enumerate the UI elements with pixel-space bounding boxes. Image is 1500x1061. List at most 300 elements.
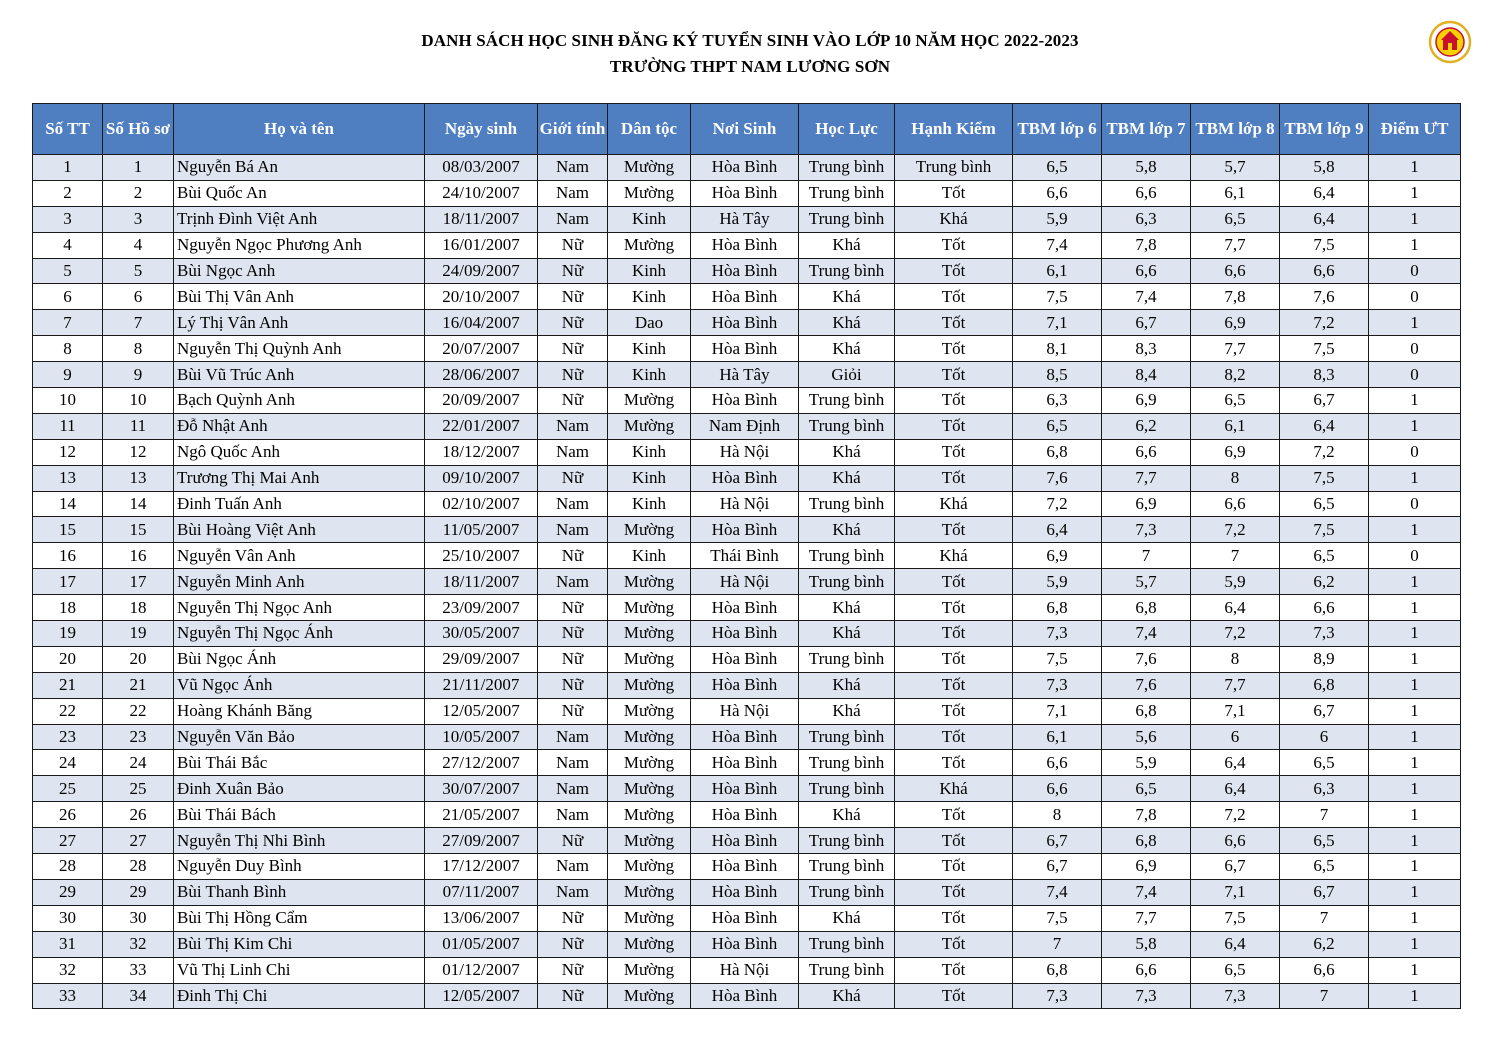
col-gioi-tinh-cell: Nữ — [538, 465, 608, 491]
col-so-ho-so-cell: 18 — [103, 595, 174, 621]
col-so-ho-so-cell: 26 — [103, 802, 174, 828]
col-hoc-luc-cell: Khá — [799, 802, 895, 828]
col-hanh-kiem-cell: Tốt — [895, 698, 1013, 724]
col-ho-ten-cell: Nguyễn Thị Nhi Bình — [174, 828, 425, 854]
col-hoc-luc-cell: Trung bình — [799, 206, 895, 232]
col-hoc-luc-header: Học Lực — [799, 104, 895, 155]
col-tbm-7-cell: 5,8 — [1102, 931, 1191, 957]
col-hoc-luc-cell: Khá — [799, 517, 895, 543]
col-tbm-6-cell: 8,5 — [1013, 362, 1102, 388]
col-diem-ut-cell: 1 — [1369, 595, 1461, 621]
col-hoc-luc-cell: Trung bình — [799, 724, 895, 750]
col-gioi-tinh-cell: Nữ — [538, 258, 608, 284]
col-ho-ten-cell: Bùi Hoàng Việt Anh — [174, 517, 425, 543]
col-diem-ut-cell: 1 — [1369, 155, 1461, 181]
col-gioi-tinh-cell: Nữ — [538, 957, 608, 983]
col-noi-sinh-cell: Hòa Bình — [691, 672, 799, 698]
col-diem-ut-cell: 0 — [1369, 543, 1461, 569]
col-diem-ut-cell: 1 — [1369, 621, 1461, 647]
col-tbm-6-cell: 6,8 — [1013, 957, 1102, 983]
col-noi-sinh-cell: Hòa Bình — [691, 828, 799, 854]
col-ho-ten-cell: Vũ Thị Linh Chi — [174, 957, 425, 983]
col-gioi-tinh-cell: Nữ — [538, 828, 608, 854]
col-dan-toc-cell: Mường — [608, 517, 691, 543]
col-diem-ut-cell: 1 — [1369, 983, 1461, 1009]
col-tbm-7-cell: 7 — [1102, 543, 1191, 569]
col-ho-ten-cell: Nguyễn Duy Bình — [174, 854, 425, 880]
col-hoc-luc-cell: Khá — [799, 439, 895, 465]
col-so-ho-so-cell: 2 — [103, 180, 174, 206]
col-hoc-luc-cell: Trung bình — [799, 155, 895, 181]
col-ngay-sinh-cell: 20/10/2007 — [425, 284, 538, 310]
col-so-ho-so-cell: 7 — [103, 310, 174, 336]
col-tbm-6-cell: 7,3 — [1013, 983, 1102, 1009]
col-tbm-8-cell: 7,2 — [1191, 802, 1280, 828]
col-tbm-7-cell: 6,9 — [1102, 388, 1191, 414]
col-noi-sinh-cell: Hòa Bình — [691, 310, 799, 336]
col-hoc-luc-cell: Khá — [799, 310, 895, 336]
col-tbm-7-cell: 7,7 — [1102, 905, 1191, 931]
col-ho-ten-cell: Ngô Quốc Anh — [174, 439, 425, 465]
col-tbm-6-cell: 7,4 — [1013, 879, 1102, 905]
table-row — [33, 491, 1461, 517]
title-block — [0, 28, 1500, 80]
col-diem-ut-cell: 1 — [1369, 180, 1461, 206]
col-hoc-luc-cell: Trung bình — [799, 180, 895, 206]
col-tbm-6-cell: 5,9 — [1013, 569, 1102, 595]
col-stt-cell: 4 — [33, 232, 103, 258]
col-noi-sinh-cell: Hà Nội — [691, 698, 799, 724]
col-noi-sinh-cell: Hà Nội — [691, 491, 799, 517]
col-stt-cell: 16 — [33, 543, 103, 569]
table-row — [33, 595, 1461, 621]
col-ngay-sinh-cell: 08/03/2007 — [425, 155, 538, 181]
col-tbm-6-cell: 7 — [1013, 931, 1102, 957]
col-stt-cell: 20 — [33, 646, 103, 672]
col-ho-ten-cell: Bùi Thị Kim Chi — [174, 931, 425, 957]
col-hanh-kiem-cell: Trung bình — [895, 155, 1013, 181]
col-tbm-7-cell: 6,5 — [1102, 776, 1191, 802]
col-tbm-6-cell: 6,6 — [1013, 180, 1102, 206]
col-hoc-luc-cell: Trung bình — [799, 931, 895, 957]
col-hanh-kiem-cell: Tốt — [895, 388, 1013, 414]
col-so-ho-so-cell: 1 — [103, 155, 174, 181]
col-tbm-6-cell: 7,2 — [1013, 491, 1102, 517]
col-hoc-luc-cell: Khá — [799, 595, 895, 621]
col-tbm-6-cell: 6,5 — [1013, 155, 1102, 181]
col-ngay-sinh-cell: 10/05/2007 — [425, 724, 538, 750]
table-row — [33, 854, 1461, 880]
col-tbm-7-cell: 7,7 — [1102, 465, 1191, 491]
col-stt-cell: 13 — [33, 465, 103, 491]
col-ho-ten-cell: Nguyễn Vân Anh — [174, 543, 425, 569]
col-so-ho-so-cell: 13 — [103, 465, 174, 491]
col-ngay-sinh-cell: 29/09/2007 — [425, 646, 538, 672]
col-tbm-9-cell: 6 — [1280, 724, 1369, 750]
col-so-ho-so-cell: 32 — [103, 931, 174, 957]
col-hanh-kiem-cell: Tốt — [895, 284, 1013, 310]
col-so-ho-so-cell: 29 — [103, 879, 174, 905]
col-diem-ut-cell: 1 — [1369, 413, 1461, 439]
table-row — [33, 750, 1461, 776]
col-ho-ten-cell: Bạch Quỳnh Anh — [174, 388, 425, 414]
col-ho-ten-cell: Bùi Thanh Bình — [174, 879, 425, 905]
col-tbm-8-cell: 6,6 — [1191, 828, 1280, 854]
col-tbm-9-cell: 6,7 — [1280, 698, 1369, 724]
col-so-ho-so-cell: 11 — [103, 413, 174, 439]
col-tbm-6-cell: 7,6 — [1013, 465, 1102, 491]
col-noi-sinh-cell: Hòa Bình — [691, 388, 799, 414]
table-row — [33, 362, 1461, 388]
col-hoc-luc-cell: Trung bình — [799, 750, 895, 776]
col-gioi-tinh-cell: Nữ — [538, 543, 608, 569]
col-tbm-6-cell: 6,5 — [1013, 413, 1102, 439]
col-gioi-tinh-cell: Nữ — [538, 362, 608, 388]
col-tbm-7-cell: 8,3 — [1102, 336, 1191, 362]
col-ho-ten-cell: Đinh Thị Chi — [174, 983, 425, 1009]
col-ho-ten-cell: Bùi Quốc An — [174, 180, 425, 206]
col-tbm-8-cell: 6,9 — [1191, 310, 1280, 336]
col-dan-toc-cell: Mường — [608, 569, 691, 595]
col-dan-toc-cell: Kinh — [608, 491, 691, 517]
col-tbm-6-cell: 6,4 — [1013, 517, 1102, 543]
col-noi-sinh-cell: Hòa Bình — [691, 905, 799, 931]
col-gioi-tinh-cell: Nam — [538, 155, 608, 181]
col-so-ho-so-cell: 19 — [103, 621, 174, 647]
col-tbm-8-cell: 6,5 — [1191, 957, 1280, 983]
col-ho-ten-cell: Bùi Vũ Trúc Anh — [174, 362, 425, 388]
col-ho-ten-cell: Nguyễn Bá An — [174, 155, 425, 181]
col-hanh-kiem-cell: Tốt — [895, 310, 1013, 336]
col-hoc-luc-cell: Khá — [799, 465, 895, 491]
col-tbm-7-cell: 6,2 — [1102, 413, 1191, 439]
col-ngay-sinh-cell: 12/05/2007 — [425, 698, 538, 724]
col-ngay-sinh-cell: 30/05/2007 — [425, 621, 538, 647]
col-stt-cell: 29 — [33, 879, 103, 905]
col-noi-sinh-cell: Hà Nội — [691, 957, 799, 983]
col-dan-toc-cell: Mường — [608, 957, 691, 983]
col-diem-ut-cell: 1 — [1369, 388, 1461, 414]
col-tbm-9-cell: 7,2 — [1280, 439, 1369, 465]
col-hanh-kiem-cell: Tốt — [895, 750, 1013, 776]
col-stt-cell: 3 — [33, 206, 103, 232]
col-noi-sinh-cell: Nam Định — [691, 413, 799, 439]
col-ho-ten-cell: Nguyễn Thị Ngọc Anh — [174, 595, 425, 621]
col-gioi-tinh-cell: Nam — [538, 413, 608, 439]
col-tbm-6-cell: 5,9 — [1013, 206, 1102, 232]
col-stt-cell: 33 — [33, 983, 103, 1009]
col-tbm-6-cell: 6,3 — [1013, 388, 1102, 414]
col-tbm-6-cell: 6,6 — [1013, 750, 1102, 776]
col-so-ho-so-cell: 4 — [103, 232, 174, 258]
col-tbm-8-cell: 7 — [1191, 543, 1280, 569]
col-diem-ut-cell: 0 — [1369, 491, 1461, 517]
col-ho-ten-cell: Đỗ Nhật Anh — [174, 413, 425, 439]
col-ho-ten-cell: Nguyễn Thị Quỳnh Anh — [174, 336, 425, 362]
col-tbm-7-cell: 6,6 — [1102, 957, 1191, 983]
col-tbm-7-cell: 8,4 — [1102, 362, 1191, 388]
col-tbm-8-cell: 8,2 — [1191, 362, 1280, 388]
col-tbm-7-cell: 6,9 — [1102, 854, 1191, 880]
col-tbm-7-cell: 5,8 — [1102, 155, 1191, 181]
col-noi-sinh-cell: Hòa Bình — [691, 983, 799, 1009]
col-noi-sinh-cell: Hòa Bình — [691, 258, 799, 284]
col-hanh-kiem-cell: Tốt — [895, 931, 1013, 957]
col-tbm-8-cell: 6,5 — [1191, 206, 1280, 232]
col-tbm-6-cell: 7,3 — [1013, 672, 1102, 698]
col-tbm-9-cell: 6,5 — [1280, 750, 1369, 776]
col-ho-ten-cell: Đinh Xuân Bảo — [174, 776, 425, 802]
col-tbm-9-cell: 6,4 — [1280, 413, 1369, 439]
col-tbm-7-header: TBM lớp 7 — [1102, 104, 1191, 155]
col-tbm-8-cell: 6,6 — [1191, 491, 1280, 517]
col-tbm-9-cell: 6,2 — [1280, 931, 1369, 957]
col-ngay-sinh-header: Ngày sinh — [425, 104, 538, 155]
col-gioi-tinh-cell: Nam — [538, 439, 608, 465]
col-tbm-6-cell: 6,7 — [1013, 854, 1102, 880]
col-noi-sinh-cell: Hòa Bình — [691, 232, 799, 258]
col-noi-sinh-cell: Hòa Bình — [691, 750, 799, 776]
col-noi-sinh-cell: Hòa Bình — [691, 621, 799, 647]
col-hoc-luc-cell: Trung bình — [799, 569, 895, 595]
col-stt-cell: 6 — [33, 284, 103, 310]
col-hoc-luc-cell: Trung bình — [799, 776, 895, 802]
col-hoc-luc-cell: Khá — [799, 621, 895, 647]
col-gioi-tinh-cell: Nam — [538, 802, 608, 828]
col-tbm-9-cell: 7 — [1280, 983, 1369, 1009]
table-row — [33, 206, 1461, 232]
col-ho-ten-cell: Hoàng Khánh Băng — [174, 698, 425, 724]
col-tbm-6-cell: 6,8 — [1013, 595, 1102, 621]
col-hoc-luc-cell: Trung bình — [799, 828, 895, 854]
student-table — [32, 103, 1461, 1009]
col-dan-toc-cell: Mường — [608, 621, 691, 647]
col-tbm-8-cell: 6 — [1191, 724, 1280, 750]
col-hanh-kiem-cell: Tốt — [895, 828, 1013, 854]
col-tbm-8-cell: 8 — [1191, 646, 1280, 672]
col-hanh-kiem-cell: Tốt — [895, 621, 1013, 647]
col-stt-cell: 8 — [33, 336, 103, 362]
col-tbm-7-cell: 6,8 — [1102, 595, 1191, 621]
table-row — [33, 569, 1461, 595]
col-ho-ten-cell: Trương Thị Mai Anh — [174, 465, 425, 491]
col-hoc-luc-cell: Khá — [799, 672, 895, 698]
col-noi-sinh-cell: Hà Nội — [691, 569, 799, 595]
col-tbm-6-cell: 6,6 — [1013, 776, 1102, 802]
col-tbm-7-cell: 7,6 — [1102, 672, 1191, 698]
col-tbm-6-cell: 7,4 — [1013, 232, 1102, 258]
col-so-ho-so-cell: 21 — [103, 672, 174, 698]
col-gioi-tinh-cell: Nữ — [538, 284, 608, 310]
col-gioi-tinh-cell: Nữ — [538, 905, 608, 931]
col-gioi-tinh-cell: Nữ — [538, 698, 608, 724]
col-ngay-sinh-cell: 18/11/2007 — [425, 569, 538, 595]
col-hoc-luc-cell: Khá — [799, 232, 895, 258]
table-body — [33, 155, 1461, 1009]
col-gioi-tinh-cell: Nữ — [538, 310, 608, 336]
col-tbm-8-cell: 6,5 — [1191, 388, 1280, 414]
col-dan-toc-cell: Kinh — [608, 362, 691, 388]
col-diem-ut-cell: 1 — [1369, 724, 1461, 750]
col-hanh-kiem-cell: Khá — [895, 543, 1013, 569]
col-gioi-tinh-cell: Nữ — [538, 595, 608, 621]
col-tbm-9-cell: 6,4 — [1280, 206, 1369, 232]
col-tbm-6-cell: 7,1 — [1013, 698, 1102, 724]
col-tbm-9-cell: 6,5 — [1280, 828, 1369, 854]
col-stt-cell: 1 — [33, 155, 103, 181]
col-stt-cell: 15 — [33, 517, 103, 543]
col-gioi-tinh-cell: Nam — [538, 491, 608, 517]
col-tbm-9-cell: 6,4 — [1280, 180, 1369, 206]
col-tbm-6-cell: 7,5 — [1013, 646, 1102, 672]
col-dan-toc-cell: Mường — [608, 879, 691, 905]
col-ho-ten-cell: Nguyễn Minh Anh — [174, 569, 425, 595]
table-row — [33, 646, 1461, 672]
col-ngay-sinh-cell: 13/06/2007 — [425, 905, 538, 931]
col-noi-sinh-cell: Hòa Bình — [691, 802, 799, 828]
col-so-ho-so-cell: 20 — [103, 646, 174, 672]
col-hanh-kiem-cell: Khá — [895, 491, 1013, 517]
col-so-ho-so-cell: 24 — [103, 750, 174, 776]
col-ngay-sinh-cell: 16/01/2007 — [425, 232, 538, 258]
col-hoc-luc-cell: Khá — [799, 983, 895, 1009]
col-hoc-luc-cell: Trung bình — [799, 258, 895, 284]
col-diem-ut-cell: 1 — [1369, 232, 1461, 258]
col-so-ho-so-cell: 30 — [103, 905, 174, 931]
col-gioi-tinh-cell: Nam — [538, 750, 608, 776]
col-diem-ut-cell: 1 — [1369, 854, 1461, 880]
col-ngay-sinh-cell: 27/12/2007 — [425, 750, 538, 776]
col-dan-toc-cell: Mường — [608, 595, 691, 621]
col-hanh-kiem-cell: Tốt — [895, 180, 1013, 206]
table-row — [33, 802, 1461, 828]
col-tbm-8-cell: 5,7 — [1191, 155, 1280, 181]
col-dan-toc-cell: Mường — [608, 180, 691, 206]
table-row — [33, 388, 1461, 414]
table-row — [33, 879, 1461, 905]
col-stt-cell: 23 — [33, 724, 103, 750]
col-so-ho-so-cell: 28 — [103, 854, 174, 880]
col-tbm-8-cell: 6,4 — [1191, 595, 1280, 621]
col-diem-ut-cell: 1 — [1369, 517, 1461, 543]
col-tbm-9-cell: 7,5 — [1280, 517, 1369, 543]
table-row — [33, 413, 1461, 439]
col-dan-toc-cell: Kinh — [608, 543, 691, 569]
col-ngay-sinh-cell: 20/09/2007 — [425, 388, 538, 414]
table-row — [33, 232, 1461, 258]
col-ngay-sinh-cell: 24/09/2007 — [425, 258, 538, 284]
col-tbm-7-cell: 6,6 — [1102, 439, 1191, 465]
col-diem-ut-cell: 1 — [1369, 672, 1461, 698]
col-tbm-7-cell: 7,4 — [1102, 621, 1191, 647]
col-tbm-7-cell: 6,6 — [1102, 258, 1191, 284]
col-stt-cell: 27 — [33, 828, 103, 854]
col-ho-ten-cell: Vũ Ngọc Ánh — [174, 672, 425, 698]
table-row — [33, 828, 1461, 854]
col-gioi-tinh-header: Giới tính — [538, 104, 608, 155]
col-tbm-9-cell: 5,8 — [1280, 155, 1369, 181]
col-ho-ten-cell: Đinh Tuấn Anh — [174, 491, 425, 517]
col-gioi-tinh-cell: Nam — [538, 517, 608, 543]
col-tbm-9-cell: 7 — [1280, 905, 1369, 931]
col-hoc-luc-cell: Khá — [799, 905, 895, 931]
col-tbm-9-cell: 6,6 — [1280, 258, 1369, 284]
table-row — [33, 439, 1461, 465]
col-stt-cell: 21 — [33, 672, 103, 698]
col-dan-toc-cell: Mường — [608, 905, 691, 931]
document-title: DANH SÁCH HỌC SINH ĐĂNG KÝ TUYỂN SINH VÀO LỚP 10 NĂM HỌC 2022-2023 — [421, 31, 1079, 50]
col-hoc-luc-cell: Trung bình — [799, 543, 895, 569]
col-hanh-kiem-cell: Tốt — [895, 983, 1013, 1009]
col-tbm-8-cell: 7,7 — [1191, 672, 1280, 698]
col-tbm-6-cell: 6,1 — [1013, 724, 1102, 750]
col-dan-toc-cell: Kinh — [608, 465, 691, 491]
col-hoc-luc-cell: Khá — [799, 698, 895, 724]
col-noi-sinh-cell: Hà Nội — [691, 439, 799, 465]
col-ngay-sinh-cell: 30/07/2007 — [425, 776, 538, 802]
col-ngay-sinh-cell: 12/05/2007 — [425, 983, 538, 1009]
col-noi-sinh-cell: Hòa Bình — [691, 180, 799, 206]
col-dan-toc-cell: Kinh — [608, 284, 691, 310]
col-tbm-6-cell: 6,7 — [1013, 828, 1102, 854]
col-ho-ten-cell: Nguyễn Thị Ngọc Ánh — [174, 621, 425, 647]
table-row — [33, 258, 1461, 284]
col-stt-header: Số TT — [33, 104, 103, 155]
col-gioi-tinh-cell: Nữ — [538, 931, 608, 957]
table-row — [33, 465, 1461, 491]
col-tbm-8-cell: 6,9 — [1191, 439, 1280, 465]
col-tbm-9-cell: 6,3 — [1280, 776, 1369, 802]
col-dan-toc-cell: Mường — [608, 672, 691, 698]
col-so-ho-so-cell: 8 — [103, 336, 174, 362]
col-stt-cell: 10 — [33, 388, 103, 414]
col-so-ho-so-cell: 23 — [103, 724, 174, 750]
col-ngay-sinh-cell: 18/11/2007 — [425, 206, 538, 232]
col-tbm-6-cell: 6,1 — [1013, 258, 1102, 284]
col-hanh-kiem-cell: Tốt — [895, 802, 1013, 828]
table-row — [33, 905, 1461, 931]
col-so-ho-so-header: Số Hồ sơ — [103, 104, 174, 155]
table-row — [33, 543, 1461, 569]
col-tbm-8-cell: 7,7 — [1191, 232, 1280, 258]
col-stt-cell: 31 — [33, 931, 103, 957]
col-ngay-sinh-cell: 20/07/2007 — [425, 336, 538, 362]
col-noi-sinh-cell: Hòa Bình — [691, 517, 799, 543]
col-ho-ten-cell: Bùi Ngọc Anh — [174, 258, 425, 284]
col-ngay-sinh-cell: 16/04/2007 — [425, 310, 538, 336]
col-noi-sinh-cell: Thái Bình — [691, 543, 799, 569]
table-row — [33, 336, 1461, 362]
school-emblem-icon — [1428, 20, 1472, 64]
col-tbm-9-cell: 7,3 — [1280, 621, 1369, 647]
col-stt-cell: 28 — [33, 854, 103, 880]
col-diem-ut-cell: 1 — [1369, 750, 1461, 776]
col-dan-toc-cell: Mường — [608, 802, 691, 828]
col-hanh-kiem-cell: Tốt — [895, 258, 1013, 284]
col-tbm-9-cell: 6,6 — [1280, 957, 1369, 983]
col-ngay-sinh-cell: 21/11/2007 — [425, 672, 538, 698]
col-hanh-kiem-cell: Tốt — [895, 362, 1013, 388]
col-so-ho-so-cell: 16 — [103, 543, 174, 569]
col-hanh-kiem-cell: Tốt — [895, 905, 1013, 931]
col-ngay-sinh-cell: 23/09/2007 — [425, 595, 538, 621]
col-tbm-6-cell: 7,3 — [1013, 621, 1102, 647]
col-tbm-8-cell: 7,1 — [1191, 879, 1280, 905]
table-row — [33, 284, 1461, 310]
col-ngay-sinh-cell: 07/11/2007 — [425, 879, 538, 905]
col-noi-sinh-cell: Hòa Bình — [691, 854, 799, 880]
col-tbm-6-cell: 6,9 — [1013, 543, 1102, 569]
